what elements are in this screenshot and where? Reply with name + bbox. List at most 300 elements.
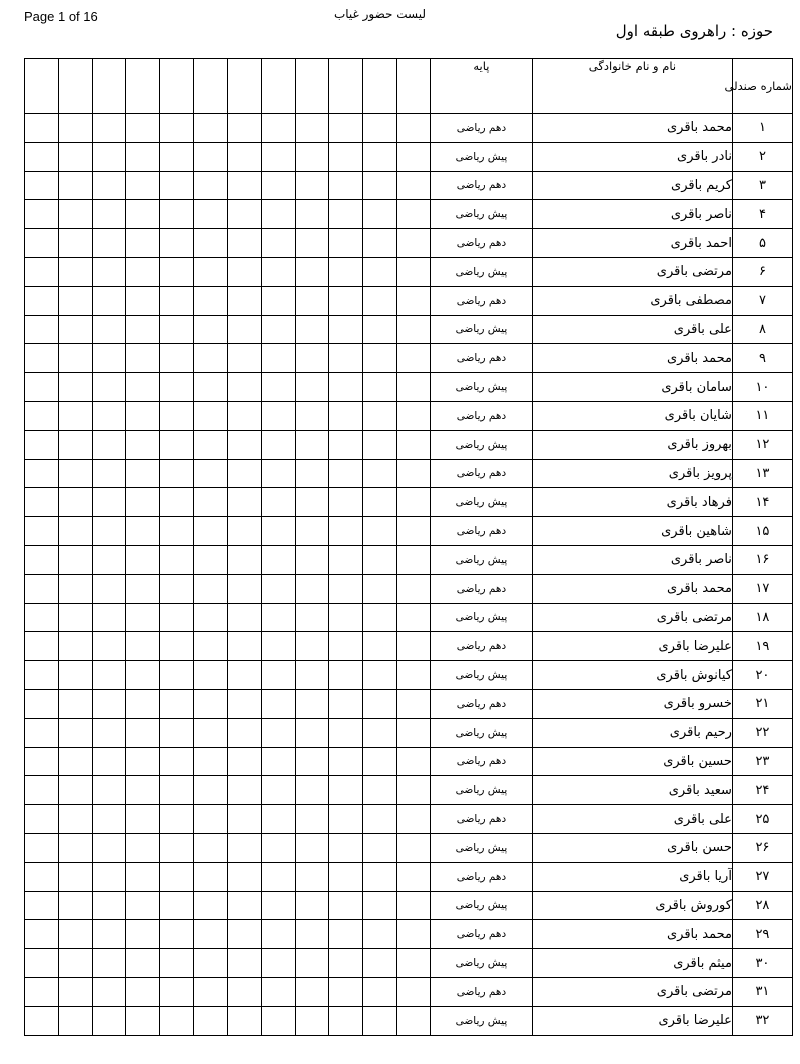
attendance-mark-cell — [25, 142, 59, 171]
attendance-mark-cell — [363, 373, 397, 402]
attendance-mark-cell — [194, 833, 228, 862]
attendance-mark-cell — [295, 603, 329, 632]
attendance-mark-cell — [227, 689, 261, 718]
attendance-mark-cell — [58, 776, 92, 805]
attendance-mark-cell — [160, 718, 194, 747]
attendance-mark-cell — [363, 949, 397, 978]
table-row — [25, 545, 793, 574]
attendance-mark-cell — [261, 229, 295, 258]
attendance-mark-cell — [194, 862, 228, 891]
attendance-mark-cell — [295, 949, 329, 978]
attendance-mark-cell — [227, 661, 261, 690]
attendance-mark-cell — [194, 776, 228, 805]
attendance-mark-cell — [363, 257, 397, 286]
student-name: محمد باقری — [532, 574, 732, 603]
attendance-mark-cell — [160, 862, 194, 891]
attendance-mark-cell — [227, 977, 261, 1006]
attendance-mark-cell — [397, 171, 431, 200]
attendance-mark-cell — [227, 401, 261, 430]
attendance-mark-cell — [329, 257, 363, 286]
attendance-mark-cell — [126, 689, 160, 718]
attendance-mark-cell — [92, 257, 126, 286]
attendance-mark-cell — [126, 114, 160, 143]
attendance-mark-cell — [160, 257, 194, 286]
table-row — [25, 920, 793, 949]
attendance-mark-cell — [126, 718, 160, 747]
attendance-table — [24, 58, 793, 1036]
attendance-mark-cell — [227, 517, 261, 546]
header-grade: پایه — [430, 59, 532, 114]
attendance-mark-cell — [261, 1006, 295, 1035]
attendance-mark-cell — [126, 315, 160, 344]
attendance-mark-cell — [194, 229, 228, 258]
attendance-mark-cell — [329, 574, 363, 603]
student-name: حسن باقری — [532, 833, 732, 862]
table-row — [25, 257, 793, 286]
seat-number: ۲۵ — [732, 805, 792, 834]
attendance-mark-cell — [160, 632, 194, 661]
seat-number: ۲۴ — [732, 776, 792, 805]
seat-number: ۱۵ — [732, 517, 792, 546]
table-row — [25, 574, 793, 603]
student-grade: دهم ریاضی — [430, 114, 532, 143]
attendance-mark-cell — [58, 229, 92, 258]
attendance-mark-cell — [397, 661, 431, 690]
attendance-mark-cell — [126, 200, 160, 229]
attendance-mark-cell — [295, 401, 329, 430]
table-row — [25, 1006, 793, 1035]
attendance-mark-cell — [25, 891, 59, 920]
attendance-mark-cell — [261, 603, 295, 632]
table-row — [25, 891, 793, 920]
header-blank-cell — [363, 59, 397, 114]
seat-number: ۲۷ — [732, 862, 792, 891]
seat-number: ۳۱ — [732, 977, 792, 1006]
student-name: شاهین باقری — [532, 517, 732, 546]
attendance-mark-cell — [25, 920, 59, 949]
attendance-mark-cell — [160, 920, 194, 949]
attendance-mark-cell — [397, 977, 431, 1006]
student-grade: پیش ریاضی — [430, 200, 532, 229]
attendance-mark-cell — [397, 891, 431, 920]
attendance-mark-cell — [194, 488, 228, 517]
seat-number: ۱۰ — [732, 373, 792, 402]
attendance-mark-cell — [194, 949, 228, 978]
attendance-mark-cell — [295, 805, 329, 834]
attendance-mark-cell — [25, 344, 59, 373]
attendance-mark-cell — [295, 286, 329, 315]
attendance-mark-cell — [58, 833, 92, 862]
attendance-mark-cell — [295, 517, 329, 546]
attendance-mark-cell — [397, 315, 431, 344]
attendance-mark-cell — [194, 114, 228, 143]
document-title: لیست حضور غیاب — [333, 7, 427, 21]
attendance-mark-cell — [295, 632, 329, 661]
attendance-mark-cell — [329, 286, 363, 315]
attendance-mark-cell — [295, 776, 329, 805]
header-blank-cell — [194, 59, 228, 114]
attendance-mark-cell — [25, 862, 59, 891]
attendance-mark-cell — [363, 1006, 397, 1035]
attendance-mark-cell — [363, 632, 397, 661]
attendance-mark-cell — [58, 920, 92, 949]
attendance-mark-cell — [194, 805, 228, 834]
attendance-mark-cell — [126, 574, 160, 603]
attendance-mark-cell — [227, 603, 261, 632]
attendance-mark-cell — [363, 574, 397, 603]
attendance-mark-cell — [261, 977, 295, 1006]
attendance-mark-cell — [329, 430, 363, 459]
table-row — [25, 718, 793, 747]
attendance-mark-cell — [194, 373, 228, 402]
attendance-mark-cell — [92, 661, 126, 690]
attendance-mark-cell — [194, 517, 228, 546]
table-row — [25, 171, 793, 200]
attendance-mark-cell — [295, 1006, 329, 1035]
table-row — [25, 114, 793, 143]
attendance-mark-cell — [194, 718, 228, 747]
attendance-mark-cell — [363, 545, 397, 574]
attendance-mark-cell — [92, 862, 126, 891]
attendance-mark-cell — [160, 344, 194, 373]
attendance-mark-cell — [126, 805, 160, 834]
student-name: محمد باقری — [532, 114, 732, 143]
page-number: Page 1 of 16 — [24, 9, 98, 24]
header-blank-cell — [25, 59, 59, 114]
attendance-mark-cell — [261, 545, 295, 574]
attendance-mark-cell — [295, 689, 329, 718]
attendance-mark-cell — [194, 545, 228, 574]
attendance-mark-cell — [227, 229, 261, 258]
table-row — [25, 862, 793, 891]
attendance-mark-cell — [25, 373, 59, 402]
attendance-mark-cell — [25, 517, 59, 546]
attendance-mark-cell — [363, 517, 397, 546]
attendance-mark-cell — [363, 315, 397, 344]
attendance-mark-cell — [92, 229, 126, 258]
attendance-mark-cell — [397, 776, 431, 805]
table-row — [25, 632, 793, 661]
student-grade: دهم ریاضی — [430, 517, 532, 546]
attendance-mark-cell — [92, 488, 126, 517]
attendance-mark-cell — [227, 862, 261, 891]
table-row — [25, 747, 793, 776]
attendance-mark-cell — [261, 776, 295, 805]
table-row — [25, 401, 793, 430]
header-blank-cell — [227, 59, 261, 114]
attendance-mark-cell — [160, 114, 194, 143]
attendance-mark-cell — [58, 430, 92, 459]
attendance-mark-cell — [329, 862, 363, 891]
attendance-mark-cell — [160, 949, 194, 978]
attendance-mark-cell — [363, 229, 397, 258]
attendance-mark-cell — [58, 747, 92, 776]
seat-number: ۶ — [732, 257, 792, 286]
attendance-mark-cell — [126, 171, 160, 200]
student-name: رحیم باقری — [532, 718, 732, 747]
attendance-mark-cell — [227, 171, 261, 200]
attendance-mark-cell — [363, 114, 397, 143]
attendance-mark-cell — [58, 574, 92, 603]
attendance-mark-cell — [261, 661, 295, 690]
attendance-mark-cell — [126, 862, 160, 891]
attendance-mark-cell — [194, 286, 228, 315]
student-grade: دهم ریاضی — [430, 805, 532, 834]
attendance-mark-cell — [92, 171, 126, 200]
attendance-mark-cell — [92, 574, 126, 603]
attendance-mark-cell — [363, 891, 397, 920]
table-row — [25, 776, 793, 805]
attendance-mark-cell — [58, 949, 92, 978]
attendance-mark-cell — [92, 545, 126, 574]
attendance-mark-cell — [92, 344, 126, 373]
seat-number: ۵ — [732, 229, 792, 258]
attendance-mark-cell — [295, 229, 329, 258]
student-name: خسرو باقری — [532, 689, 732, 718]
attendance-mark-cell — [261, 315, 295, 344]
attendance-mark-cell — [58, 891, 92, 920]
attendance-mark-cell — [295, 373, 329, 402]
student-name: ناصر باقری — [532, 545, 732, 574]
attendance-mark-cell — [397, 718, 431, 747]
attendance-mark-cell — [227, 142, 261, 171]
attendance-mark-cell — [25, 689, 59, 718]
attendance-mark-cell — [329, 1006, 363, 1035]
attendance-mark-cell — [126, 977, 160, 1006]
attendance-mark-cell — [363, 776, 397, 805]
attendance-mark-cell — [329, 603, 363, 632]
attendance-mark-cell — [329, 977, 363, 1006]
attendance-mark-cell — [126, 776, 160, 805]
seat-number: ۷ — [732, 286, 792, 315]
attendance-mark-cell — [261, 574, 295, 603]
attendance-mark-cell — [92, 920, 126, 949]
attendance-mark-cell — [92, 833, 126, 862]
student-name: کریم باقری — [532, 171, 732, 200]
attendance-mark-cell — [160, 833, 194, 862]
attendance-mark-cell — [261, 114, 295, 143]
student-grade: پیش ریاضی — [430, 776, 532, 805]
table-row — [25, 229, 793, 258]
student-name: کیانوش باقری — [532, 661, 732, 690]
student-name: نادر باقری — [532, 142, 732, 171]
attendance-mark-cell — [261, 517, 295, 546]
attendance-mark-cell — [397, 257, 431, 286]
student-grade: دهم ریاضی — [430, 459, 532, 488]
attendance-mark-cell — [227, 920, 261, 949]
attendance-mark-cell — [295, 718, 329, 747]
attendance-mark-cell — [227, 200, 261, 229]
attendance-mark-cell — [194, 977, 228, 1006]
table-row — [25, 286, 793, 315]
attendance-mark-cell — [329, 517, 363, 546]
seat-number: ۱ — [732, 114, 792, 143]
attendance-mark-cell — [227, 574, 261, 603]
attendance-mark-cell — [295, 488, 329, 517]
attendance-mark-cell — [92, 114, 126, 143]
attendance-mark-cell — [397, 862, 431, 891]
attendance-mark-cell — [160, 142, 194, 171]
header-blank-cell — [295, 59, 329, 114]
attendance-mark-cell — [160, 401, 194, 430]
attendance-mark-cell — [295, 862, 329, 891]
attendance-mark-cell — [329, 689, 363, 718]
attendance-mark-cell — [329, 776, 363, 805]
seat-number: ۱۶ — [732, 545, 792, 574]
attendance-mark-cell — [397, 603, 431, 632]
attendance-mark-cell — [227, 833, 261, 862]
attendance-mark-cell — [227, 718, 261, 747]
attendance-mark-cell — [261, 718, 295, 747]
attendance-mark-cell — [227, 344, 261, 373]
attendance-mark-cell — [397, 488, 431, 517]
attendance-mark-cell — [25, 171, 59, 200]
student-name: محمد باقری — [532, 344, 732, 373]
attendance-mark-cell — [92, 1006, 126, 1035]
attendance-mark-cell — [160, 661, 194, 690]
attendance-mark-cell — [92, 805, 126, 834]
attendance-mark-cell — [329, 661, 363, 690]
student-grade: دهم ریاضی — [430, 747, 532, 776]
attendance-mark-cell — [295, 171, 329, 200]
attendance-mark-cell — [363, 718, 397, 747]
attendance-mark-cell — [25, 603, 59, 632]
attendance-mark-cell — [363, 920, 397, 949]
attendance-mark-cell — [261, 920, 295, 949]
attendance-mark-cell — [295, 833, 329, 862]
attendance-mark-cell — [363, 488, 397, 517]
attendance-mark-cell — [126, 891, 160, 920]
exam-zone: حوزه : راهروی طبقه اول — [615, 22, 773, 40]
attendance-mark-cell — [126, 459, 160, 488]
table-row — [25, 517, 793, 546]
student-name: مصطفی باقری — [532, 286, 732, 315]
attendance-mark-cell — [92, 977, 126, 1006]
attendance-mark-cell — [92, 315, 126, 344]
seat-number: ۳۰ — [732, 949, 792, 978]
attendance-mark-cell — [160, 200, 194, 229]
seat-number: ۱۳ — [732, 459, 792, 488]
attendance-mark-cell — [58, 862, 92, 891]
attendance-mark-cell — [295, 257, 329, 286]
attendance-mark-cell — [58, 977, 92, 1006]
attendance-mark-cell — [58, 459, 92, 488]
table-row — [25, 142, 793, 171]
header-name: نام و نام خانوادگی — [532, 59, 732, 114]
table-row — [25, 315, 793, 344]
attendance-mark-cell — [58, 488, 92, 517]
seat-number: ۲۸ — [732, 891, 792, 920]
student-grade: دهم ریاضی — [430, 689, 532, 718]
attendance-mark-cell — [363, 171, 397, 200]
attendance-mark-cell — [329, 401, 363, 430]
attendance-mark-cell — [261, 459, 295, 488]
student-grade: پیش ریاضی — [430, 142, 532, 171]
seat-number: ۲ — [732, 142, 792, 171]
attendance-mark-cell — [261, 171, 295, 200]
seat-number: ۱۴ — [732, 488, 792, 517]
attendance-mark-cell — [397, 459, 431, 488]
student-grade: پیش ریاضی — [430, 949, 532, 978]
header-blank-cell — [261, 59, 295, 114]
student-name: حسین باقری — [532, 747, 732, 776]
attendance-mark-cell — [227, 632, 261, 661]
attendance-mark-cell — [194, 200, 228, 229]
student-grade: دهم ریاضی — [430, 401, 532, 430]
student-name: احمد باقری — [532, 229, 732, 258]
attendance-mark-cell — [261, 488, 295, 517]
attendance-mark-cell — [227, 747, 261, 776]
attendance-mark-cell — [329, 718, 363, 747]
attendance-mark-cell — [58, 718, 92, 747]
attendance-mark-cell — [126, 747, 160, 776]
attendance-mark-cell — [194, 574, 228, 603]
attendance-mark-cell — [397, 517, 431, 546]
attendance-mark-cell — [227, 949, 261, 978]
table-row — [25, 488, 793, 517]
attendance-mark-cell — [227, 315, 261, 344]
attendance-mark-cell — [25, 1006, 59, 1035]
attendance-mark-cell — [25, 459, 59, 488]
attendance-mark-cell — [160, 574, 194, 603]
attendance-mark-cell — [160, 459, 194, 488]
attendance-mark-cell — [25, 257, 59, 286]
attendance-mark-cell — [160, 171, 194, 200]
attendance-mark-cell — [295, 344, 329, 373]
header-blank-cell — [126, 59, 160, 114]
attendance-mark-cell — [25, 430, 59, 459]
table-row — [25, 430, 793, 459]
attendance-mark-cell — [25, 661, 59, 690]
student-grade: دهم ریاضی — [430, 229, 532, 258]
attendance-mark-cell — [160, 689, 194, 718]
attendance-mark-cell — [160, 488, 194, 517]
attendance-mark-cell — [194, 142, 228, 171]
attendance-mark-cell — [92, 142, 126, 171]
student-grade: دهم ریاضی — [430, 171, 532, 200]
seat-number: ۱۸ — [732, 603, 792, 632]
attendance-mark-cell — [58, 171, 92, 200]
attendance-mark-cell — [363, 833, 397, 862]
attendance-mark-cell — [160, 977, 194, 1006]
attendance-mark-cell — [194, 689, 228, 718]
attendance-mark-cell — [295, 315, 329, 344]
attendance-mark-cell — [397, 401, 431, 430]
seat-number: ۱۹ — [732, 632, 792, 661]
attendance-mark-cell — [329, 949, 363, 978]
attendance-mark-cell — [227, 891, 261, 920]
attendance-mark-cell — [397, 344, 431, 373]
attendance-mark-cell — [160, 603, 194, 632]
attendance-mark-cell — [194, 603, 228, 632]
attendance-mark-cell — [295, 142, 329, 171]
seat-number: ۳ — [732, 171, 792, 200]
seat-number: ۱۲ — [732, 430, 792, 459]
attendance-mark-cell — [126, 257, 160, 286]
attendance-mark-cell — [58, 200, 92, 229]
attendance-mark-cell — [397, 545, 431, 574]
attendance-mark-cell — [261, 862, 295, 891]
attendance-mark-cell — [227, 430, 261, 459]
attendance-mark-cell — [329, 545, 363, 574]
student-grade: پیش ریاضی — [430, 833, 532, 862]
attendance-mark-cell — [25, 401, 59, 430]
attendance-mark-cell — [261, 891, 295, 920]
attendance-mark-cell — [295, 574, 329, 603]
student-name: علی باقری — [532, 805, 732, 834]
student-grade: پیش ریاضی — [430, 373, 532, 402]
student-name: سامان باقری — [532, 373, 732, 402]
